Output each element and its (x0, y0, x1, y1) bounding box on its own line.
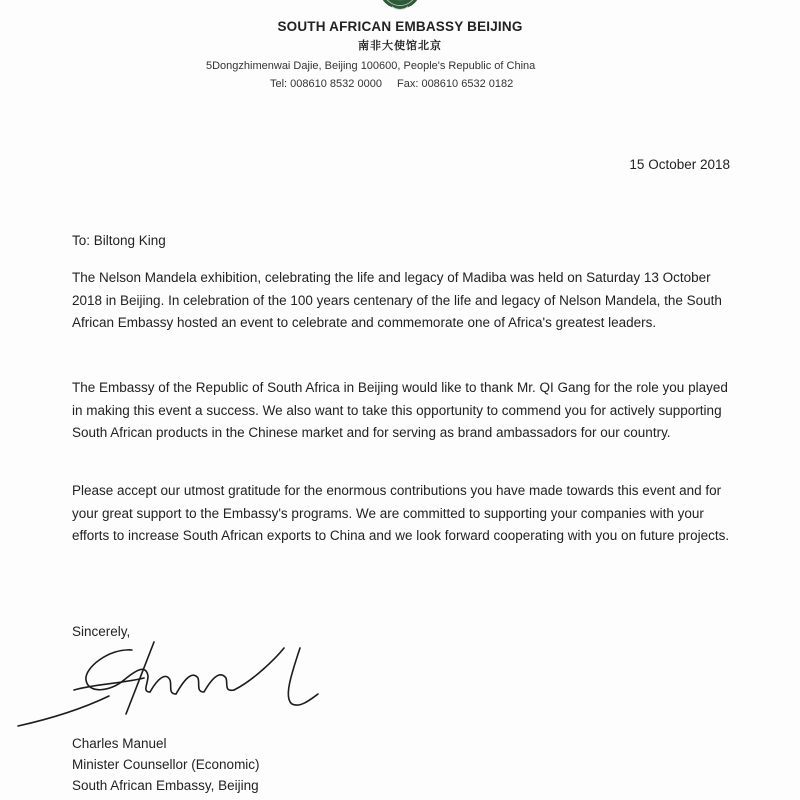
recipient-line: To: Biltong King (72, 233, 166, 248)
fax-number: Fax: 008610 6532 0182 (397, 78, 514, 90)
letter-paragraph: The Embassy of the Republic of South Africa in Beijing would like to thank Mr. QI Gang for the role you played in making this event a success. We also want to take this opportunity to commend you for actively supporting South African products in the Chinese market and for serving as brand ambassadors for our country. (72, 380, 728, 440)
signatory-organization: South African Embassy, Beijing (72, 778, 259, 793)
handwritten-signature-icon (14, 618, 344, 738)
letter-paragraph: The Nelson Mandela exhibition, celebrating the life and legacy of Madiba was held on Saturday 13 October 2018 in Beijing. In celebration of the 100 years centenary of the life and legacy of Nelson Mandela, the South African Embassy hosted an event to celebrate and commemorate one of Africa's greatest leaders. (72, 270, 722, 330)
closing-salutation: Sincerely, (72, 624, 131, 639)
embassy-contact (270, 78, 513, 90)
letter-paragraph: Please accept our utmost gratitude for the enormous contributions you have made towards this event and for your great support to the Embassy's programs. We are committed to supporting your companies with your efforts to increase South African exports to China and we look forward cooperating with you on future projects. (72, 483, 730, 543)
signatory-block (72, 733, 260, 796)
coat-of-arms-seal-icon (362, 0, 438, 16)
telephone-number: Tel: 008610 8532 0000 (270, 78, 382, 90)
embassy-address: 5Dongzhimenwai Dajie, Beijing 100600, People's Republic of China (206, 60, 536, 72)
embassy-name: SOUTH AFRICAN EMBASSY BEIJING (277, 19, 523, 34)
letter-date: 15 October 2018 (629, 157, 730, 172)
signatory-name: Charles Manuel (72, 736, 167, 751)
signatory-title: Minister Counsellor (Economic) (72, 757, 260, 772)
embassy-name-chinese: 南非大使馆北京 (358, 40, 442, 52)
